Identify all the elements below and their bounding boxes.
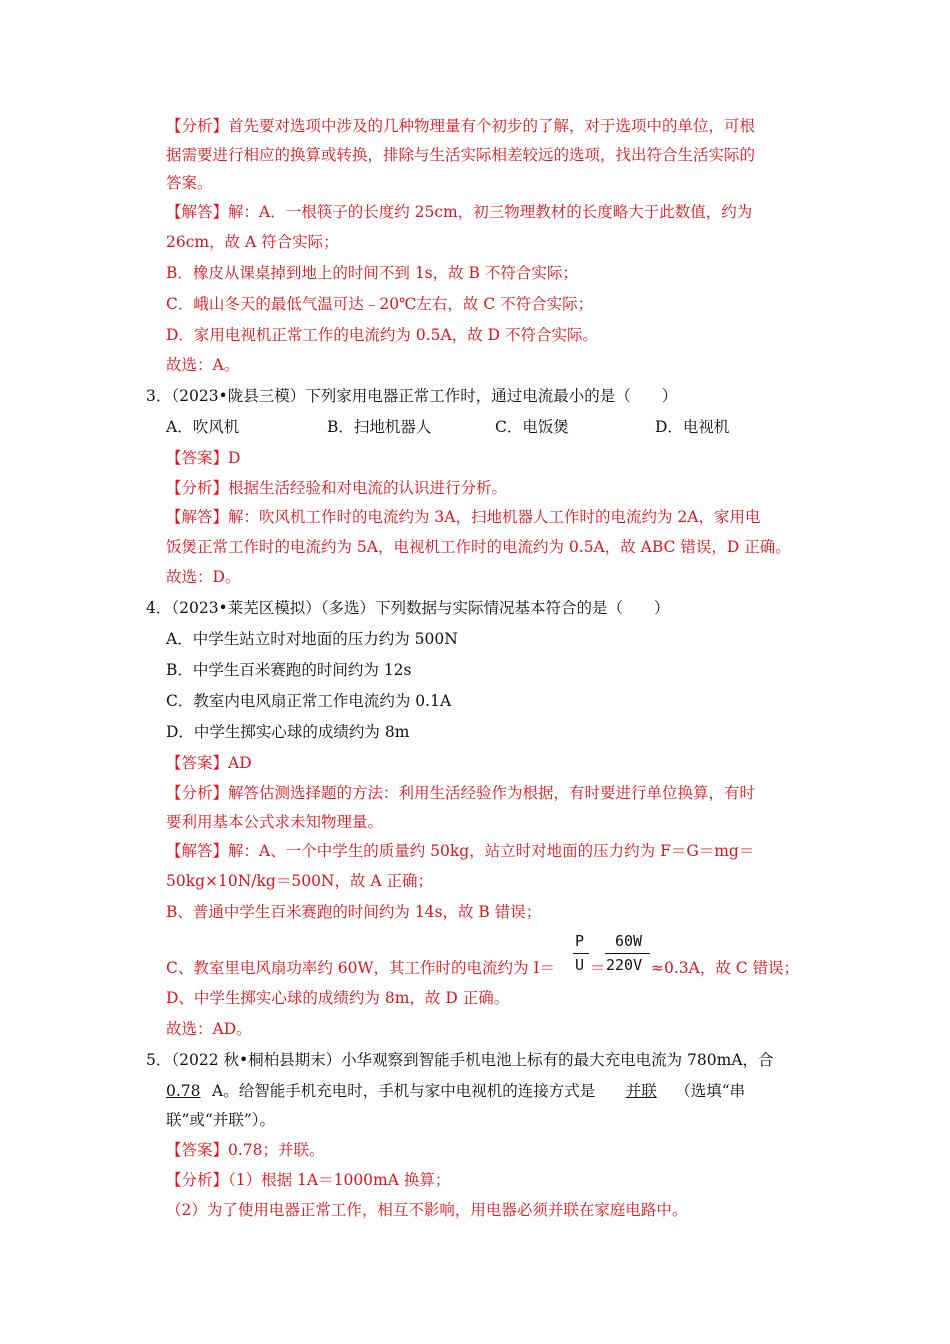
solution-q4-line1: 【解答】解：A、一个中学生的质量约 50kg，站立时对地面的压力约为 F＝G＝mg＝ — [166, 842, 755, 860]
fraction1-bar — [573, 953, 589, 954]
solution-q2-line5: D．家用电视机正常工作的电流约为 0.5A，故 D 不符合实际。 — [166, 326, 598, 344]
question-3: 3．（2023•陇县三模）下列家用电器正常工作时，通过电流最小的是（ ） — [146, 387, 678, 405]
analysis-q5-line2: （2）为了使用电器正常工作，相互不影响，用电器必须并联在家庭电路中。 — [166, 1201, 688, 1219]
solution-q4-line5: D、中学生掷实心球的成绩约为 8m，故 D 正确。 — [166, 989, 510, 1007]
q3-option-d: D．电视机 — [655, 418, 730, 436]
solution-q4-line4-text: C、教室里电风扇功率约 60W，其工作时的电流约为 I＝ — [166, 959, 555, 977]
fraction1-numerator: P — [575, 932, 585, 950]
blank-1-answer: 0.78 — [166, 1082, 201, 1100]
blank-2-answer: 并联 — [625, 1082, 657, 1100]
choice-q2: 故选：A。 — [166, 356, 240, 374]
question-5-line2-tail: （选填“串 — [675, 1082, 746, 1100]
solution-q2-line1: 【解答】解：A．一根筷子的长度约 25cm，初三物理教材的长度略大于此数值，约为 — [166, 203, 753, 221]
choice-q4: 故选：AD。 — [166, 1020, 252, 1038]
analysis-q3: 【分析】根据生活经验和对电流的认识进行分析。 — [166, 479, 508, 497]
q4-option-d: D．中学生掷实心球的成绩约为 8m — [166, 723, 410, 741]
solution-q3-line1: 【解答】解：吹风机工作时的电流约为 3A，扫地机器人工作时的电流约为 2A，家用电 — [166, 508, 761, 526]
fraction2-numerator: 60W — [615, 932, 643, 950]
solution-q3-line2: 饭煲正常工作时的电流约为 5A，电视机工作时的电流约为 0.5A，故 ABC 错误，D 正确。 — [166, 538, 791, 556]
equals-sign: ＝ — [590, 959, 606, 977]
q4-option-b: B．中学生百米赛跑的时间约为 12s — [166, 661, 412, 679]
answer-q4: 【答案】AD — [166, 754, 252, 772]
solution-q2-line3: B．橡皮从课桌掉到地上的时间不到 1s，故 B 不符合实际； — [166, 264, 578, 282]
q3-option-c: C．电饭煲 — [495, 418, 569, 436]
analysis-q4-line2: 要利用基本公式求未知物理量。 — [166, 813, 384, 831]
choice-q3: 故选：D。 — [166, 568, 241, 586]
question-5-line2 — [166, 1081, 745, 1101]
question-5-line1: 5．（2022 秋•桐柏县期末）小华观察到智能手机电池上标有的最大充电电流为 780mA，合 — [146, 1051, 774, 1069]
analysis-q2-line2: 据需要进行相应的换算或转换，排除与生活实际相差较远的选项，找出符合生活实际的 — [166, 146, 756, 164]
analysis-q4-line1: 【分析】解答估测选择题的方法：利用生活经验作为根据，有时要进行单位换算，有时 — [166, 784, 756, 802]
q4-option-c: C．教室内电风扇正常工作电流约为 0.1A — [166, 692, 452, 710]
solution-q4-line4-tail: ≈0.3A，故 C 错误； — [651, 959, 800, 977]
question-5-line2-text: A。给智能手机充电时，手机与家中电视机的连接方式是 — [212, 1082, 596, 1100]
solution-q4-line4 — [166, 958, 555, 978]
solution-q2-line4: C．峨山冬天的最低气温可达﹣20℃左右，故 C 不符合实际； — [166, 295, 594, 313]
solution-q4-line2: 50kg×10N/kg＝500N，故 A 正确； — [166, 872, 434, 890]
q4-option-a: A．中学生站立时对地面的压力约为 500N — [166, 630, 458, 648]
q3-option-a: A．吹风机 — [166, 418, 240, 436]
analysis-q2-line3: 答案。 — [166, 174, 213, 192]
answer-q5: 【答案】0.78；并联。 — [166, 1141, 325, 1159]
answer-q3: 【答案】D — [166, 449, 241, 467]
question-5-line3: 联”或“并联”）。 — [166, 1111, 276, 1129]
fraction2-denominator: 220V — [606, 956, 643, 974]
fraction2-bar — [605, 953, 650, 954]
question-4: 4．（2023•莱芜区模拟）（多选）下列数据与实际情况基本符合的是（ ） — [146, 599, 670, 617]
analysis-q5-line1: 【分析】（1）根据 1A＝1000mA 换算； — [166, 1171, 451, 1189]
q3-option-b: B．扫地机器人 — [327, 418, 432, 436]
fraction1-denominator: U — [575, 956, 585, 974]
solution-q2-line2: 26cm，故 A 符合实际； — [166, 233, 339, 251]
analysis-q2-line1: 【分析】首先要对选项中涉及的几种物理量有个初步的了解，对于选项中的单位，可根 — [166, 117, 756, 135]
solution-q4-line3: B、普通中学生百米赛跑的时间约为 14s，故 B 错误； — [166, 903, 542, 921]
